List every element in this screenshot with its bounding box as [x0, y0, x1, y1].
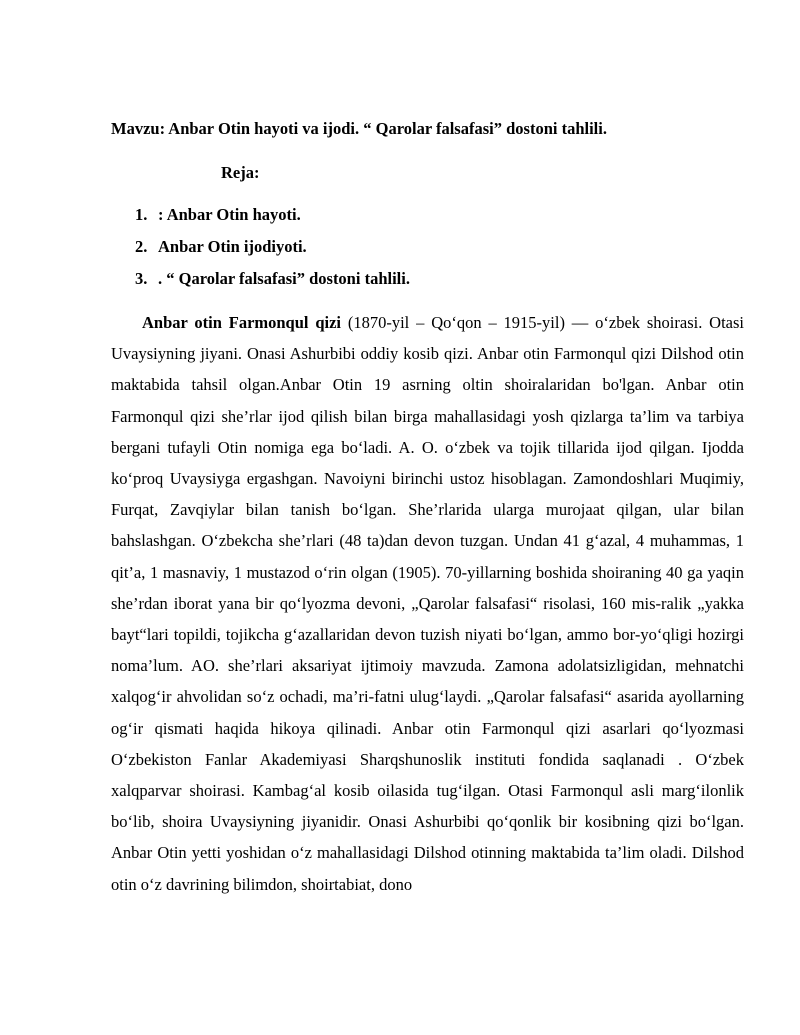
plan-item-number: 2. — [135, 237, 148, 256]
plan-item — [135, 199, 744, 231]
plan-item-number: 3. — [135, 269, 148, 288]
document-title: Mavzu: Anbar Otin hayoti va ijodi. “ Qarolar falsafasi” dostoni tahlili. — [111, 119, 607, 138]
plan-item — [135, 263, 744, 295]
paragraph-lead: Anbar otin Farmonqul qizi — [142, 313, 342, 332]
plan-item-text: . “ Qarolar falsafasi” dostoni tahlili. — [158, 269, 410, 288]
plan-item — [135, 231, 744, 263]
plan-item-text: Anbar Otin ijodiyoti. — [158, 237, 307, 256]
plan-heading: Reja: — [221, 163, 260, 182]
plan-item-text: : Anbar Otin hayoti. — [158, 205, 301, 224]
paragraph-text: (1870-yil – Qoʻqon – 1915-yil) — oʻzbek shoirasi. Otasi Uvaysiyning jiyani. Onasi Ashurbibi oddiy kosib qizi. Anbar otin Farmonqul qizi Dilshod otin maktabida tahsil olgan.Anbar Otin 19 asrning oltin shoiralaridan bo'lgan. Anbar otin Farmonqul qizi she’rlar ijod qilish bilan birga mahallasidagi yosh qizlarga ta’lim va tarbiya bergani tufayli Otin nomiga ega boʻladi. A. O. oʻzbek va tojik tillarida ijod qilgan. Ijodda koʻproq Uvaysiyga ergashgan. Navoiyni birinchi ustoz hisoblagan. Zamondoshlari Muqimiy, Furqat, Zavqiylar bilan tanish boʻlgan. She’rlarida ularga murojaat qilgan, ular bilan bahslashgan. Oʻzbekcha she’rlari (48 ta)dan devon tuzgan. Undan 41 gʻazal, 4 muhammas, 1 qit’a, 1 masnaviy, 1 mustazod oʻrin olgan (1905). 70-yillarning boshida shoiraning 40 ga yaqin she’rdan iborat yana bir qoʻlyozma devoni, „Qarolar falsafasi“ risolasi, 160 mis-ralik „yakka bayt“lari topildi, tojikcha gʻazallaridan devon tuzish niyati boʻlgan, ammo bor-yoʻqligi hozirgi noma’lum. AO. she’rlari aksariyat ijtimoiy mavzuda. Zamona adolatsizligidan, mehnatchi xalqogʻir ahvolidan soʻz ochadi, ma’ri-fatni ulugʻlaydi. „Qarolar falsafasi“ asarida ayollarning ogʻir qismati haqida hikoya qilinadi. Anbar otin Farmonqul qizi asarlari qoʻlyozmasi Oʻzbekiston Fanlar Akademiyasi Sharqshunoslik instituti fondida saqlanadi . Oʻzbek xalqparvar shoirasi. Kambagʻal kosib oilasida tugʻilgan. Otasi Farmonqul asli margʻilonlik boʻlib, shoira Uvaysiyning jiyanidir. Onasi Ashurbibi qoʻqonlik bir kosibning qizi boʻlgan. Anbar Otin yetti yoshidan oʻz mahallasidagi Dilshod otinning maktabida ta’lim oladi. Dilshod otin oʻz davrining bilimdon, shoirtabiat, dono — [111, 313, 744, 894]
plan-list — [111, 199, 744, 295]
plan-item-number: 1. — [135, 205, 148, 224]
body-paragraph — [111, 307, 744, 900]
document-page — [111, 117, 744, 900]
